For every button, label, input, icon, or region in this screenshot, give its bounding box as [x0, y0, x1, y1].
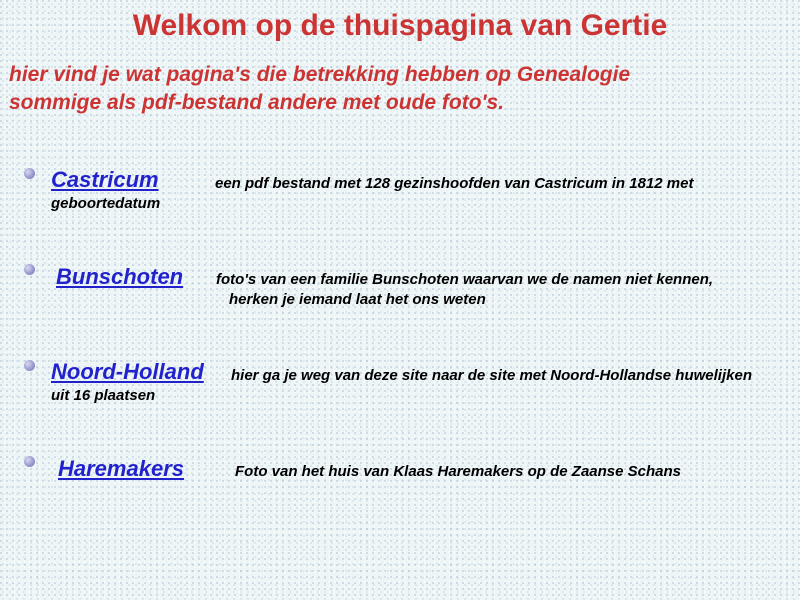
desc-noord-holland-line-1: hier ga je weg van deze site naar de site met Noord-Hollandse huwelijken — [231, 367, 752, 384]
intro-line-1: hier vind je wat pagina's die betrekking hebben op Genealogie — [9, 63, 631, 86]
link-haremakers[interactable]: Haremakers — [58, 456, 184, 481]
link-bunschoten[interactable]: Bunschoten — [56, 264, 184, 289]
link-castricum[interactable]: Castricum — [51, 167, 159, 192]
desc-noord-holland-line-2: uit 16 plaatsen — [51, 387, 156, 404]
desc-haremakers: Foto van het huis van Klaas Haremakers op de Zaanse Schans — [235, 463, 681, 480]
desc-bunschoten-line-2: herken je iemand laat het ons weten — [229, 291, 486, 308]
link-noord-holland[interactable]: Noord-Holland — [51, 359, 204, 384]
desc-castricum-line-2: geboortedatum — [51, 195, 161, 212]
desc-bunschoten-line-1: foto's van een familie Bunschoten waarvan we de namen niet kennen, — [216, 271, 714, 288]
page-title: Welkom op de thuispagina van Gertie — [132, 9, 668, 42]
intro-text — [9, 61, 630, 117]
bullet-icon — [24, 360, 35, 371]
bullet-icon — [24, 168, 35, 179]
intro-line-2: sommige als pdf-bestand andere met oude foto's. — [9, 91, 505, 114]
bullet-icon — [24, 264, 35, 275]
bullet-icon — [24, 456, 35, 467]
desc-castricum-line-1: een pdf bestand met 128 gezinshoofden van Castricum in 1812 met — [215, 175, 694, 192]
